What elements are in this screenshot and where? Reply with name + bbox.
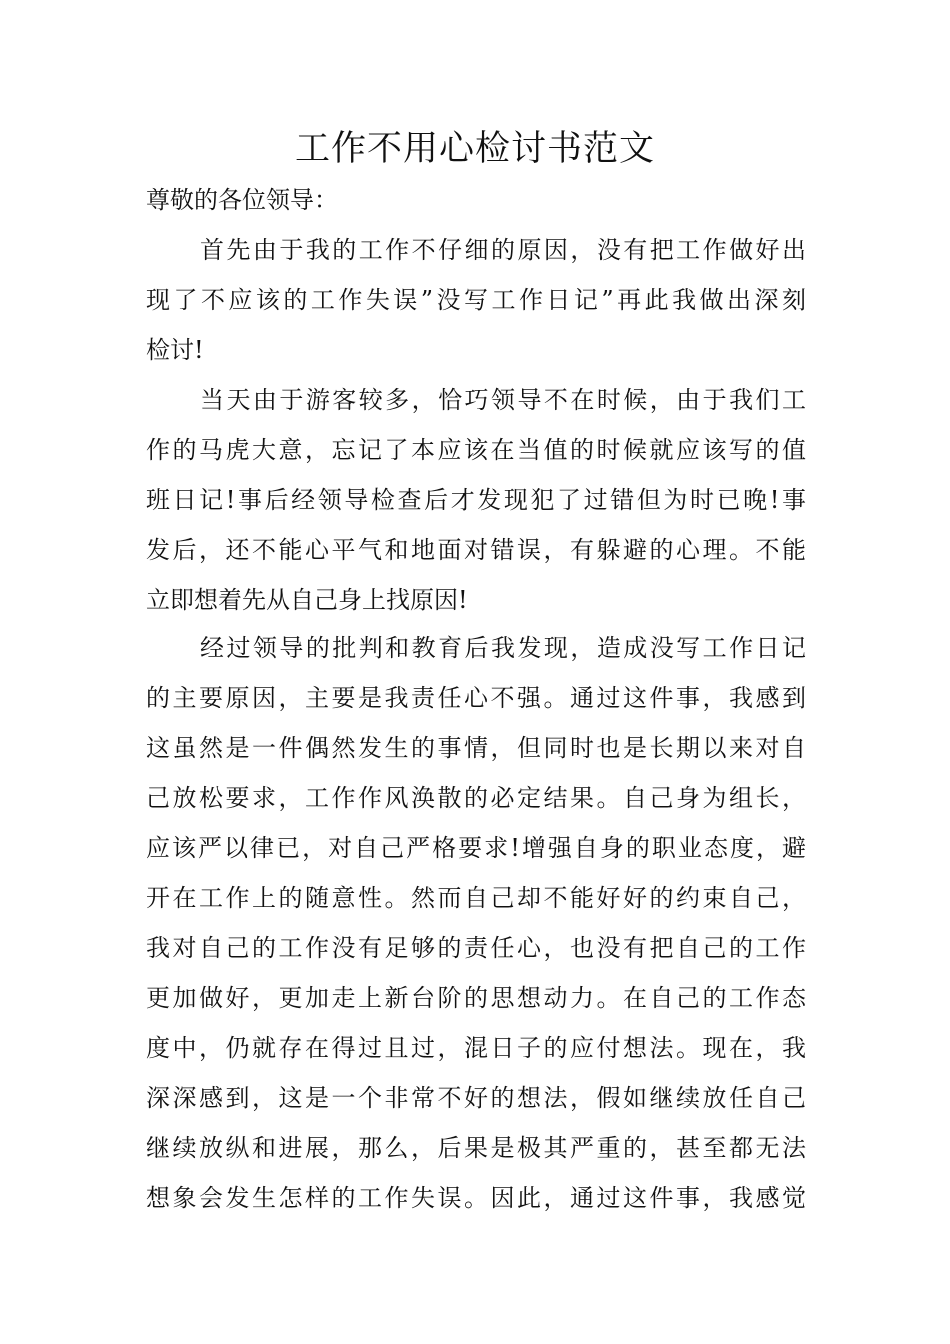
paragraph-line: 经过领导的批判和教育后我发现，造成没写工作日记 bbox=[200, 634, 806, 662]
paragraph-line: 立即想着先从自己身上找原因! bbox=[146, 586, 468, 614]
paragraph-line: 想象会发生怎样的工作失误。因此，通过这件事，我感觉 bbox=[146, 1184, 806, 1212]
paragraph-line: 这虽然是一件偶然发生的事情，但同时也是长期以来对自 bbox=[146, 734, 806, 762]
paragraph-line: 开在工作上的随意性。然而自己却不能好好的约束自己， bbox=[146, 884, 806, 912]
paragraph-line: 度中，仍就存在得过且过，混日子的应付想法。现在，我 bbox=[146, 1034, 806, 1062]
document-title: 工作不用心检讨书范文 bbox=[294, 129, 655, 169]
paragraph-line: 当天由于游客较多，恰巧领导不在时候，由于我们工 bbox=[200, 386, 806, 414]
paragraph-line: 更加做好，更加走上新台阶的思想动力。在自己的工作态 bbox=[146, 984, 806, 1012]
paragraph-line: 继续放纵和进展，那么，后果是极其严重的，甚至都无法 bbox=[146, 1134, 806, 1162]
paragraph-line: 深深感到，这是一个非常不好的想法，假如继续放任自己 bbox=[146, 1084, 806, 1112]
paragraph-line: 己放松要求，工作作风涣散的必定结果。自己身为组长， bbox=[146, 784, 806, 812]
paragraph-line: 应该严以律已，对自己严格要求!增强自身的职业态度，避 bbox=[146, 834, 806, 862]
salutation: 尊敬的各位领导： bbox=[146, 186, 338, 214]
paragraph-line: 首先由于我的工作不仔细的原因，没有把工作做好出 bbox=[200, 236, 806, 264]
paragraph-line: 作的马虎大意，忘记了本应该在当值的时候就应该写的值 bbox=[146, 436, 806, 464]
paragraph-line: 我对自己的工作没有足够的责任心，也没有把自己的工作 bbox=[146, 934, 806, 962]
paragraph-line: 班日记!事后经领导检查后才发现犯了过错但为时已晚!事 bbox=[146, 486, 806, 514]
paragraph-line: 的主要原因，主要是我责任心不强。通过这件事，我感到 bbox=[146, 684, 806, 712]
paragraph-line: 现了不应该的工作失误”没写工作日记”再此我做出深刻 bbox=[146, 286, 806, 314]
paragraph-line: 发后，还不能心平气和地面对错误，有躲避的心理。不能 bbox=[146, 536, 806, 564]
paragraph-line: 检讨! bbox=[146, 336, 204, 364]
